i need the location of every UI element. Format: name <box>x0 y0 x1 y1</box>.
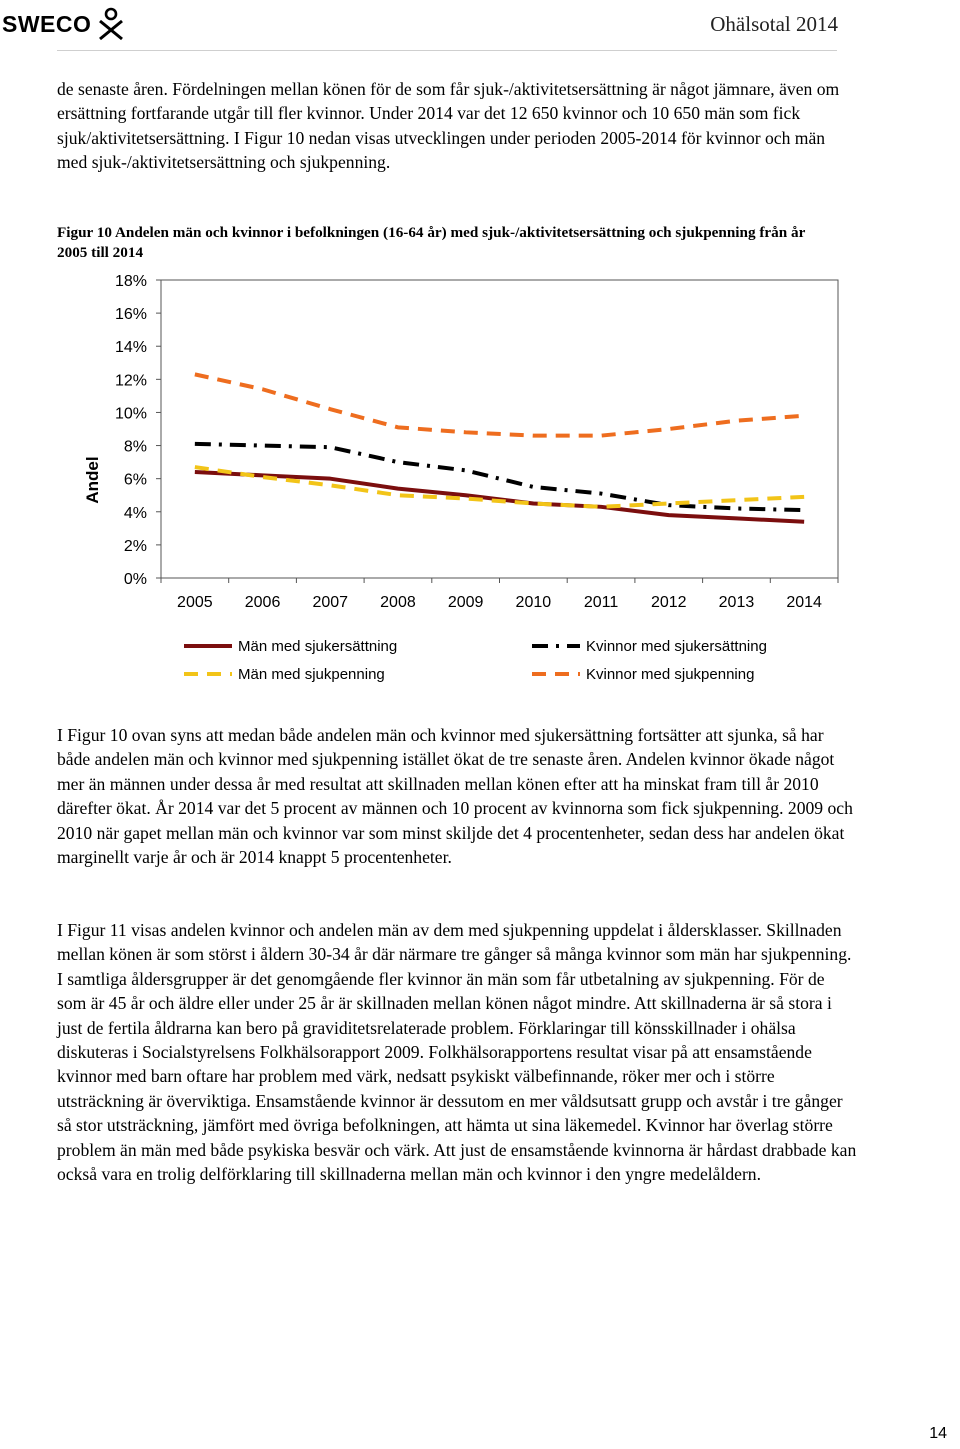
y-tick-label: 6% <box>123 471 147 489</box>
sweco-logo <box>2 4 125 44</box>
x-tick-label: 2008 <box>380 594 416 611</box>
x-tick-label: 2013 <box>718 594 755 611</box>
intro-paragraph: de senaste åren. Fördelningen mellan könen för de som får sjuk-/aktivitetsersättning är något jämnare, även om ersättning fortfarande utgår till fler kvinnor. Under 2014 var det 12 650 kvinnor och 10 650 män som fick sjuk/aktivitetsersättning. I Figur 10 nedan visas utvecklingen under perioden 2005-2014 för kvinnor och män med sjuk-/aktivitetsersättning och sjukpenning. <box>57 79 840 173</box>
page-header <box>0 0 960 50</box>
y-tick-label: 8% <box>123 438 147 456</box>
series-line-4 <box>195 374 804 435</box>
y-tick-label: 12% <box>114 372 147 390</box>
legend-label-3: Män med sjukpenning <box>238 666 385 683</box>
y-axis-title: Andel <box>83 456 102 504</box>
legend-label-2: Kvinnor med sjukersättning <box>586 638 767 655</box>
x-tick-label: 2010 <box>515 594 552 611</box>
figure-caption: Figur 10 Andelen män och kvinnor i befolkningen (16-64 år) med sjuk-/aktivitetsersättning och sjukpenning från år 2005 till 2014 <box>57 224 806 261</box>
document-title: Ohälsotal 2014 <box>710 12 838 36</box>
y-tick-label: 18% <box>114 273 147 290</box>
analysis-paragraph: I Figur 10 ovan syns att medan både andelen män och kvinnor med sjukersättning fortsätter att sjunka, så har både andelen män och kvinnor med sjukpenning istället ökat de tre senaste åren. Andelen kvinnor ökade något mer än männen under dessa år med resultat att skillnaden mellan könen efter att ha minskat fram till år 2010 därefter ökat. År 2014 var det 5 procent av männen och 10 procent av kvinnorna som fick sjukpenning. 2009 och 2010 när gapet mellan män och kvinnor var som minst skiljde det 4 procentenheter, sedan dess har andelen ökat marginellt varje år och är 2014 knappt 5 procentenheter. <box>57 725 853 868</box>
x-tick-label: 2011 <box>583 594 619 611</box>
x-tick-label: 2014 <box>786 594 822 611</box>
series-line-3 <box>195 467 804 507</box>
sweco-emblem-icon <box>97 7 125 41</box>
header-divider <box>57 50 837 51</box>
y-tick-label: 14% <box>114 339 147 357</box>
x-tick-label: 2012 <box>650 594 687 611</box>
age-groups-paragraph: I Figur 11 visas andelen kvinnor och andelen män av dem med sjukpenning uppdelat i åldersklasser. Skillnaden mellan könen är som störst i åldern 30-34 år där närmare tre gånger så många kvinnor som män har sjukpenning. I samtliga åldersgrupper är det genomgående fler kvinnor än män som får utbetalning av sjukpenning. För de som är 45 år och äldre eller under 25 år är skillnaden mellan könen något mindre. Att skillnaderna är så stora i just de fertila åldrarna kan bero på graviditetsrelaterade problem. Förklaringar till könsskillnader i ohälsa diskuteras i Socialstyrelsens Folkhälsorapport 2009. Folkhälsorapportens resultat visar på att ensamstående kvinnor med barn oftare har problem med värk, nedsatt psykiskt välbefinnande, röker mer och i större utsträckning är överviktiga. Ensamstående kvinnor är dessutom en mer våldsutsatt grupp och avstår i tre gånger så stor utsträckning, jämfört med övriga befolkningen, att hämta ut sina läkemedel. Kvinnor har överlag större problem än män med både psykiska besvär och värk. Att just de ensamstående kvinnorna är hårdast drabbade kan också vara en trolig delförklaring till skillnaderna mellan män och kvinnor i den yngre medelåldern. <box>57 920 857 1185</box>
x-tick-label: 2006 <box>244 594 281 611</box>
y-tick-label: 4% <box>123 504 147 522</box>
legend-label-4: Kvinnor med sjukpenning <box>586 666 755 683</box>
y-tick-label: 10% <box>114 405 147 423</box>
y-tick-label: 2% <box>123 537 147 555</box>
legend-label-1: Män med sjukersättning <box>238 638 398 655</box>
x-tick-label: 2009 <box>447 594 484 611</box>
x-tick-label: 2007 <box>312 594 349 611</box>
y-tick-label: 16% <box>114 306 147 324</box>
plot-frame <box>161 280 838 578</box>
y-tick-label: 0% <box>123 571 147 588</box>
page-number: 14 <box>929 1425 947 1442</box>
x-tick-label: 2005 <box>177 594 213 611</box>
logo-text: SWECO <box>2 10 92 37</box>
line-chart <box>60 265 850 695</box>
